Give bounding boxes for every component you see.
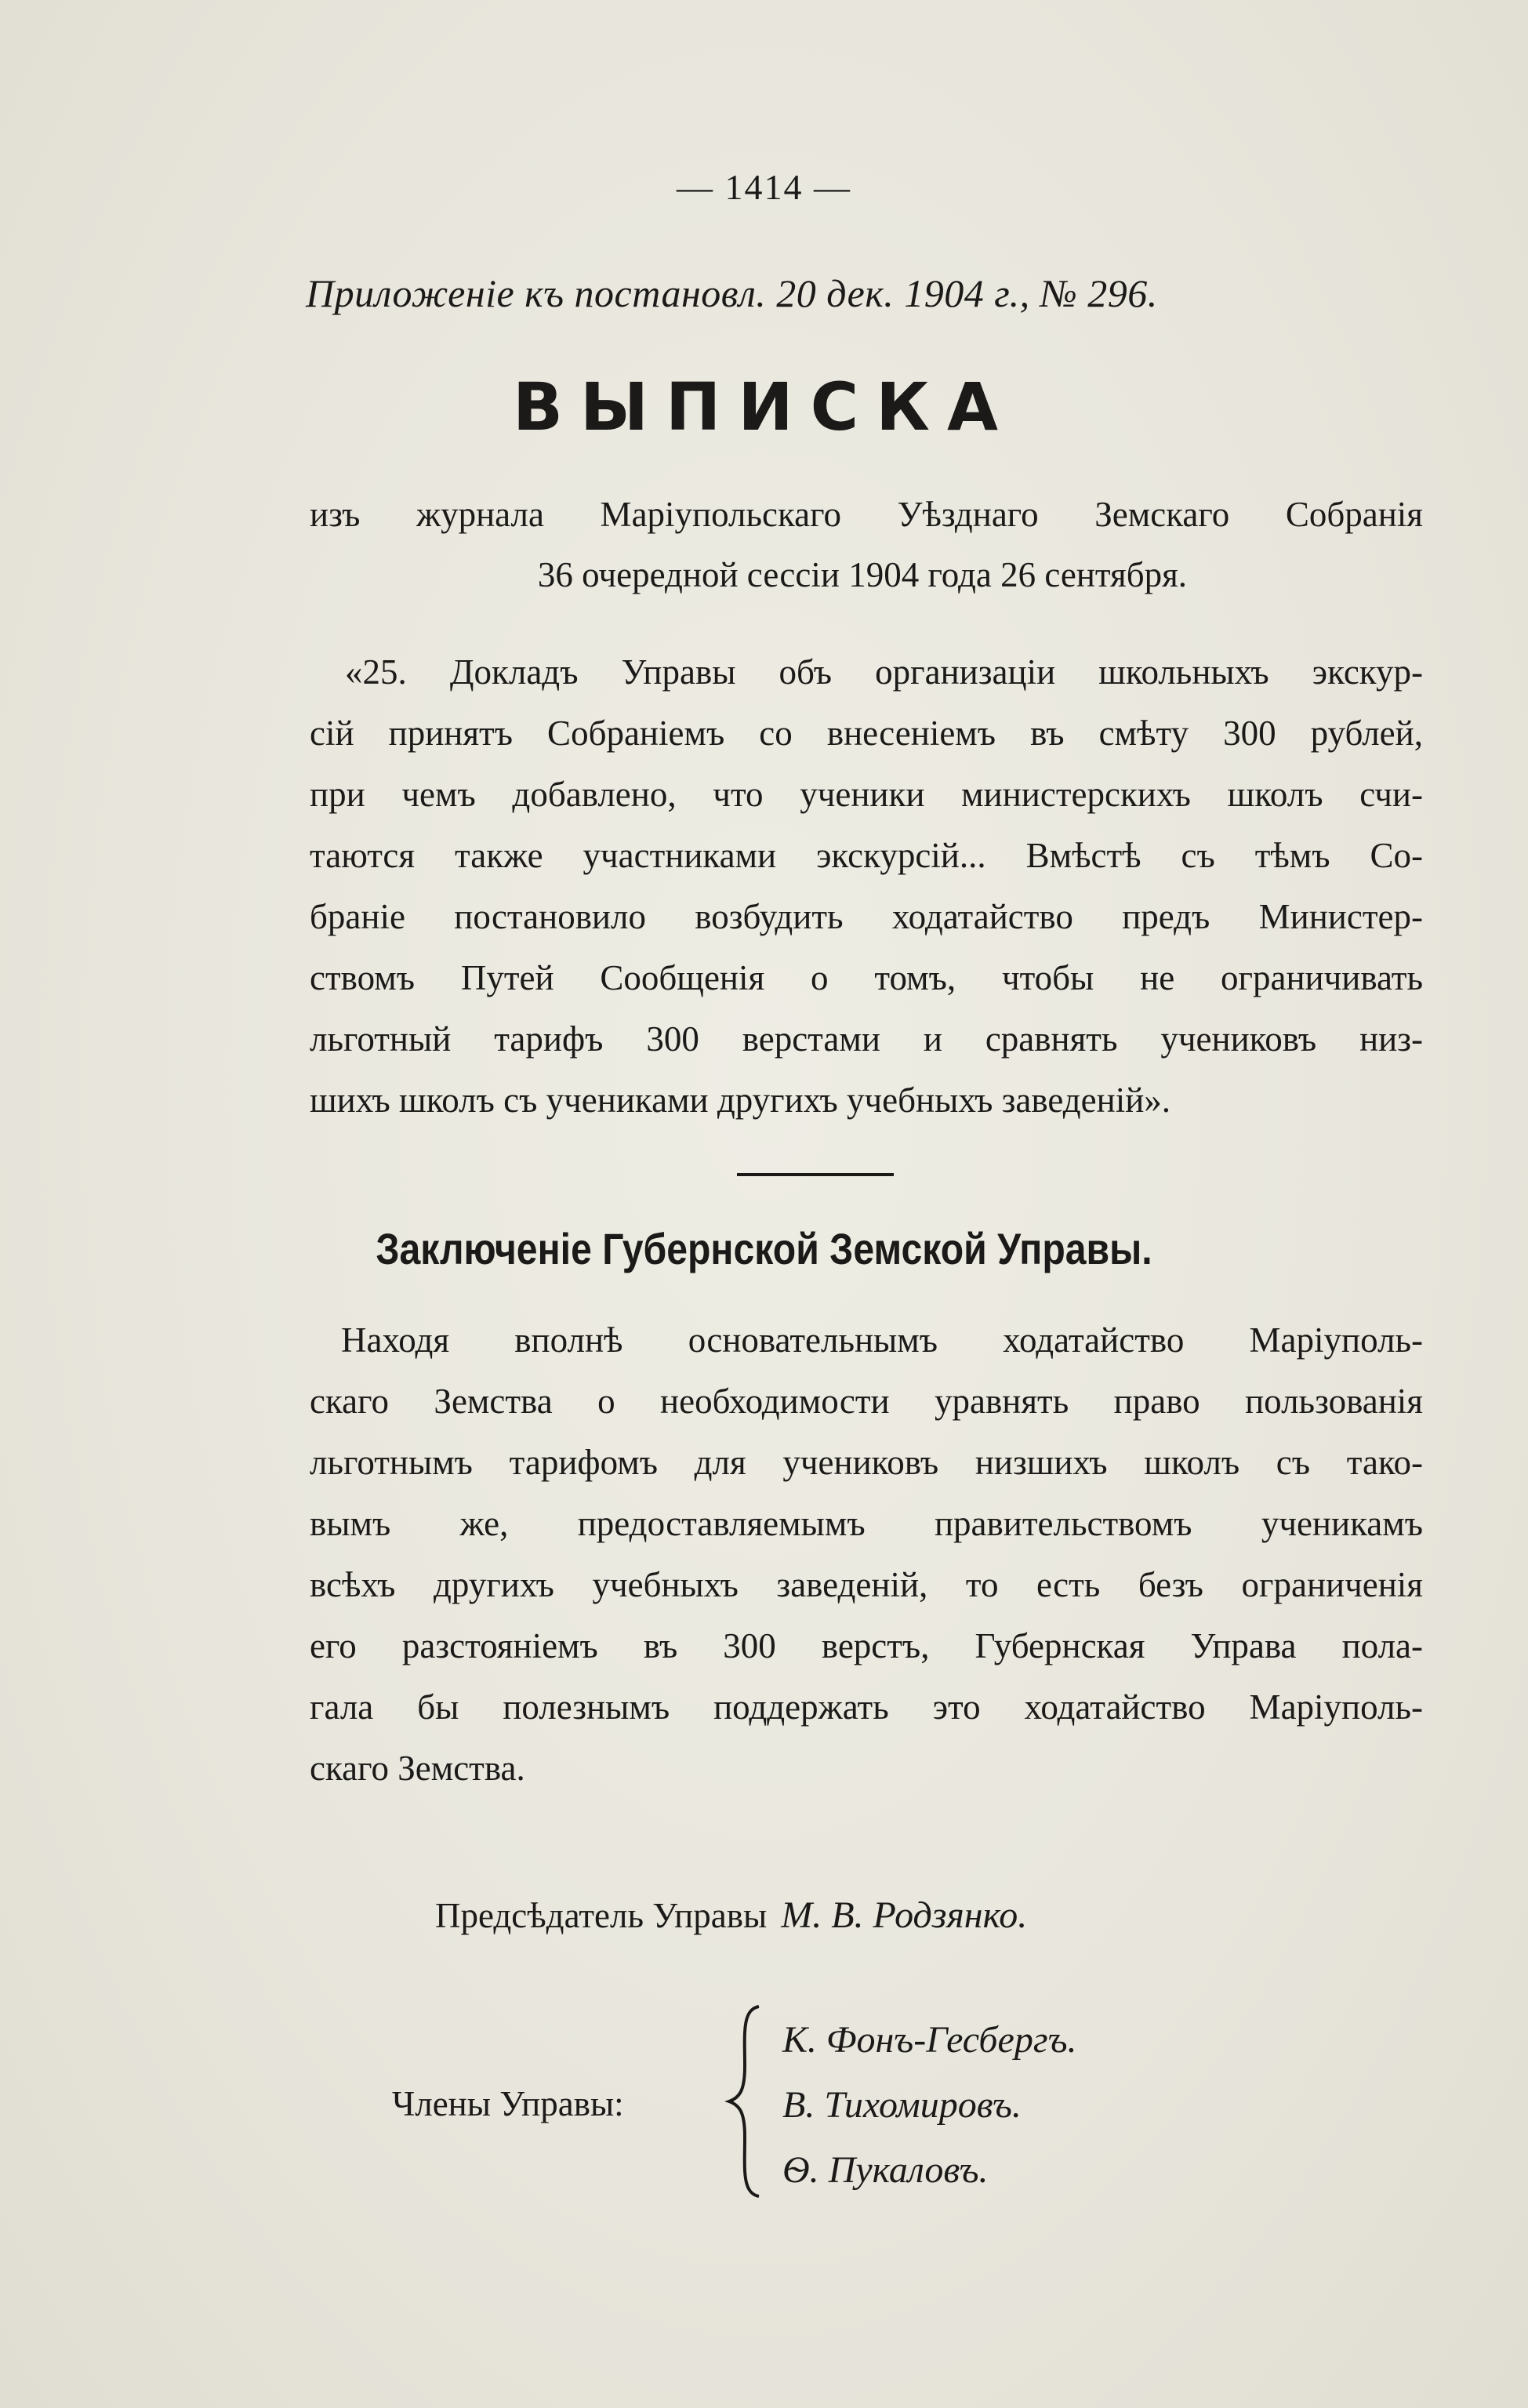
members-list (782, 2007, 1077, 2203)
member-name: В. Тихомировъ. (782, 2084, 1022, 2126)
conclusion-line: Находя вполнѣ основательнымъ ходатайство Маріуполь- (341, 1320, 1423, 1360)
document-title: ВЫПИСКА (513, 369, 1015, 445)
conclusion-line: скаго Земства. (310, 1749, 525, 1788)
quote-line: «25. Докладъ Управы объ организаціи школьныхъ экскур- (345, 652, 1423, 692)
section-divider (737, 1173, 894, 1176)
conclusion-line: всѣхъ другихъ учебныхъ заведеній, то есть безъ ограниченія (310, 1565, 1423, 1604)
quote-line: шихъ школъ съ учениками другихъ учебныхъ заведеній». (310, 1081, 1171, 1120)
member-name: Ѳ. Пукаловъ. (782, 2149, 989, 2191)
chairman-label: Предсѣдатель Управы (435, 1896, 768, 1935)
conclusion-line: скаго Земства о необходимости уравнять право пользованія (310, 1382, 1423, 1421)
conclusion-line: льготнымъ тарифомъ для учениковъ низшихъ школъ съ тако- (310, 1443, 1423, 1482)
chairman-signature (435, 1894, 1027, 1937)
quote-line: ствомъ Путей Сообщенія о томъ, чтобы не ограничивать (310, 958, 1423, 997)
quote-line: сій принятъ Собраніемъ со внесеніемъ въ смѣту 300 рублей, (310, 714, 1423, 753)
curly-brace-icon (721, 2003, 768, 2199)
quote-line: льготный тарифъ 300 верстами и сравнять учениковъ низ- (310, 1019, 1423, 1059)
page-number: — 1414 — (677, 167, 851, 207)
subtitle-line-2: 36 очередной сессіи 1904 года 26 сентября. (537, 555, 1188, 594)
subtitle-line-1: изъ журнала Маріупольскаго Уѣзднаго Земскаго Собранія (310, 495, 1423, 534)
conclusion-text (310, 1309, 1423, 1799)
member-name: К. Фонъ-Гесбергъ. (782, 2019, 1077, 2061)
quote-line: браніе постановило возбудить ходатайство предъ Министер- (310, 897, 1423, 936)
conclusion-line: его разстояніемъ въ 300 верстъ, Губернская Управа пола- (310, 1626, 1423, 1665)
quoted-resolution (310, 641, 1423, 1131)
conclusion-line: гала бы полезнымъ поддержать это ходатайство Маріуполь- (310, 1687, 1423, 1727)
members-label: Члены Управы: (392, 2084, 624, 2123)
chairman-name: М. В. Родзянко. (781, 1894, 1028, 1936)
conclusion-line: вымъ же, предоставляемымъ правительствомъ ученикамъ (310, 1504, 1423, 1543)
quote-line: при чемъ добавлено, что ученики министерскихъ школъ счи- (310, 775, 1423, 814)
appendix-reference: Приложеніе къ постановл. 20 дек. 1904 г., № 296. (306, 271, 1158, 315)
conclusion-heading: Заключеніе Губернской Земской Управы. (376, 1224, 1152, 1273)
quote-line: таются также участниками экскурсій... Вмѣстѣ съ тѣмъ Со- (310, 836, 1423, 875)
